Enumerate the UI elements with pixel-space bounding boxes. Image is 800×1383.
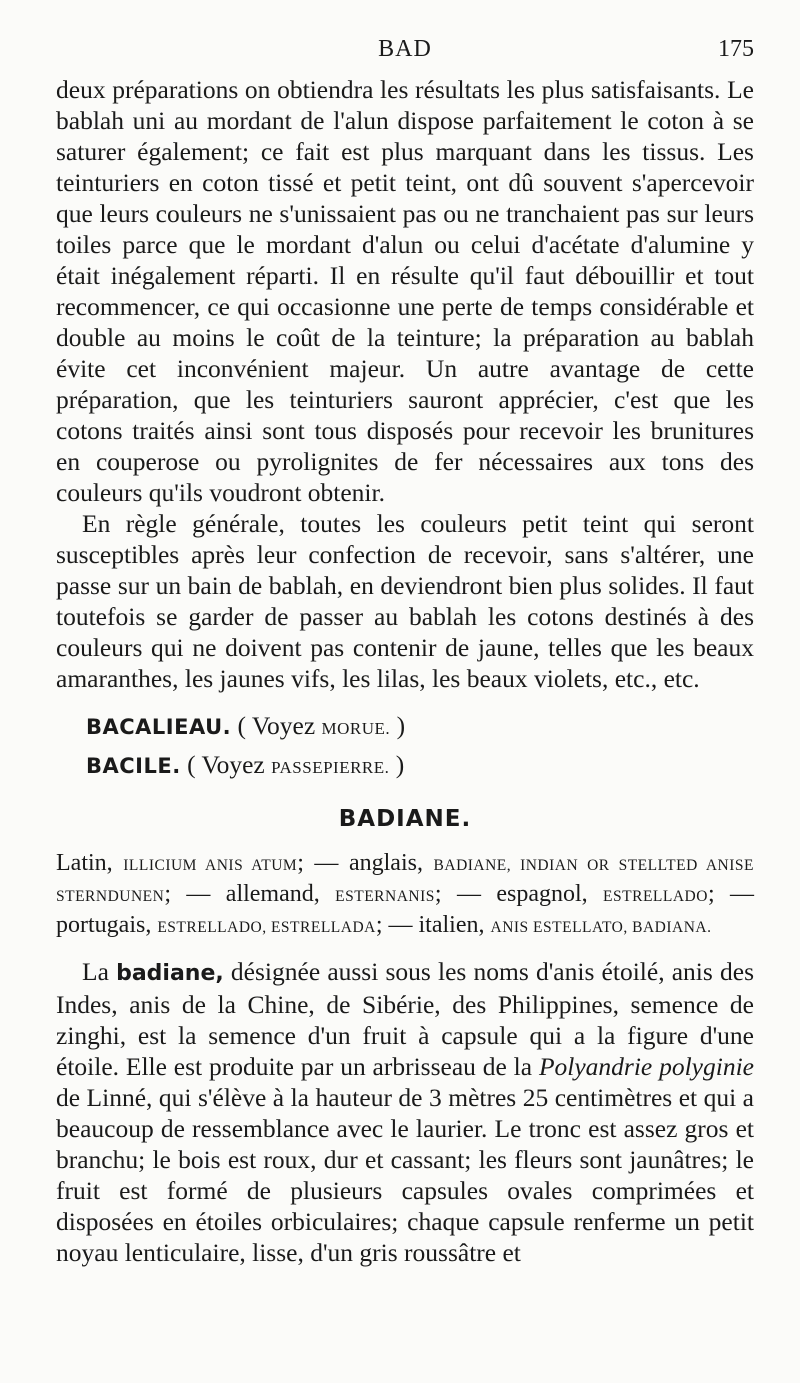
- lang-label-spanish: ; — espagnol,: [434, 881, 604, 907]
- lang-label-german: ; — allemand,: [164, 881, 336, 907]
- entry-headword-bacalieau: BACALIEAU.: [86, 715, 232, 739]
- badiane-description: [56, 956, 754, 1268]
- entry-bacalieau: [56, 708, 754, 747]
- spacer: [56, 694, 754, 708]
- page-body: [56, 74, 754, 1268]
- see-close: ): [389, 750, 405, 779]
- lang-label-italian: ; — italien,: [375, 912, 491, 938]
- page-number: 175: [718, 36, 754, 62]
- entry-headword-bacile: BACILE.: [86, 754, 181, 778]
- lang-label-portuguese: ; — portugais,: [56, 881, 754, 938]
- see-open: ( Voyez: [180, 750, 272, 779]
- desc-headword: badiane,: [116, 961, 224, 986]
- cross-reference-passepierre[interactable]: PASSEPIERRE.: [271, 758, 390, 777]
- paragraph-general-rule: En règle générale, toutes les couleurs petit teint qui seront susceptibles après leur confection de recevoir, sans s'altérer, une passe sur un bain de bablah, en deviendront bien plus solides. Il faut toutefois se garder de passer au bablah les cotons destinés à des couleurs qui ne doivent pas contenir de jaune, telles que les beaux amaranthes, les jaunes vifs, les lilas, les beaux violets, etc., etc.: [56, 509, 754, 693]
- lang-label-english: ; — anglais,: [297, 850, 434, 876]
- name-latin: ILLICIUM ANIS ATUM: [123, 857, 298, 874]
- lang-label-latin: Latin,: [56, 850, 124, 876]
- entry-bacile: [56, 747, 754, 786]
- running-title: BAD: [378, 36, 432, 62]
- badiane-translations: [56, 849, 754, 942]
- name-german: ESTERNANIS: [335, 888, 435, 905]
- name-spanish: ESTRELLADO: [603, 888, 708, 905]
- name-portuguese: ESTRELLADO, ESTRELLADA: [157, 919, 376, 936]
- desc-italic-term: Polyandrie polyginie: [538, 1052, 754, 1081]
- name-english: BADIANE, INDIAN OR STELLTED ANISE STERNDUNEN: [56, 857, 754, 905]
- desc-text-2: de Linné, qui s'élève à la hauteur de 3 mètres 25 centimètres et qui a beaucoup de ressemblance avec le laurier. Le tronc est assez gros et branchu; le bois est roux, dur et cassant; les fleurs sont jaunâtres; le fruit est formé de plusieurs capsules ovales comprimées et disposées en étoiles orbiculaires; chaque capsule renferme un petit noyau lenticulaire, lisse, d'un gris roussâtre et: [56, 1083, 754, 1267]
- running-header: [56, 34, 754, 74]
- name-italian: ANIS ESTELLATO, BADIANA.: [490, 919, 712, 936]
- desc-text-1: désignée aussi sous les noms d'anis étoilé, anis des Indes, anis de la Chine, de Sibérie, des Philippines, semence de zinghi, est la semence d'un fruit à capsule qui a la figure d'une étoile. Elle est produite par un arbrisseau de la: [56, 957, 754, 1081]
- paragraph-bablah-advantages: deux préparations on obtiendra les résultats les plus satisfaisants. Le bablah uni au mordant de l'alun dispose parfaitement le coton à se saturer également; ce fait est plus marquant dans les tissus. Les teinturiers en coton tissé et petit teint, ont dû souvent s'apercevoir que leurs couleurs ne s'unissaient pas ou ne tranchaient pas sur leurs toiles parce que le mordant d'alun ou celui d'acétate d'alumine y était inégalement réparti. Il en résulte qu'il faut débouillir et tout recommencer, ce qui occasionne une perte de temps considérable et double au moins le coût de la teinture; la préparation au bablah évite cet inconvénient majeur. Un autre avantage de cette préparation, que les teinturiers sauront apprécier, c'est que les cotons traités ainsi sont tous disposés pour recevoir les brunitures en couperose ou pyrolignites de fer nécessaires aux tons des couleurs qu'ils voudront obtenir.: [56, 75, 754, 507]
- cross-reference-morue[interactable]: MORUE.: [321, 719, 391, 738]
- desc-article: La: [82, 957, 117, 986]
- see-close: ): [390, 711, 406, 740]
- see-open: ( Voyez: [231, 711, 322, 740]
- spacer: [56, 942, 754, 956]
- section-title-badiane: BADIANE.: [338, 806, 472, 832]
